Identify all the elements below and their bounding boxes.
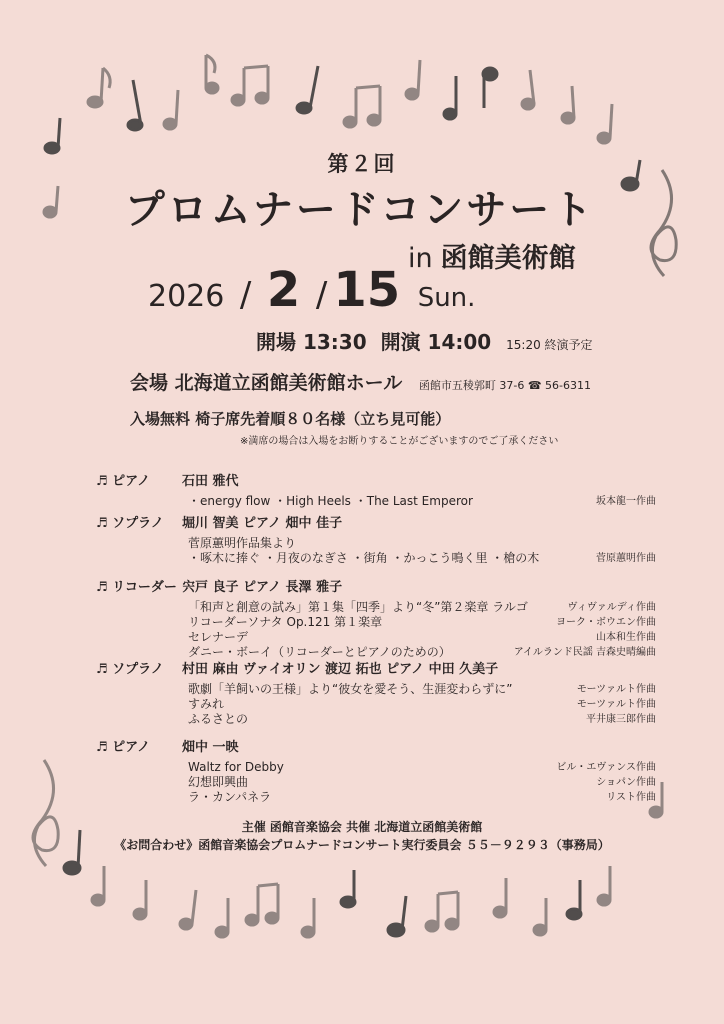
- piece-composer: モーツァルト作曲: [576, 684, 656, 695]
- performance-section: [96, 736, 656, 805]
- piece-composer: ヴィヴァルディ作曲: [567, 602, 656, 613]
- quarter-note-icon: [297, 66, 318, 113]
- performance-section: [96, 512, 656, 566]
- eighth-note-icon: [534, 898, 546, 935]
- performer-names: 畑中 一映: [182, 740, 239, 755]
- instrument-label: ♬ ソプラノ: [96, 516, 164, 531]
- doors-open-time: 開場 13:30: [256, 330, 367, 354]
- date-month: 2: [266, 262, 301, 318]
- quarter-note-icon: [567, 880, 581, 919]
- eighth-note-icon: [494, 878, 506, 917]
- venue-label: 会場 北海道立函館美術館ホール: [130, 372, 403, 394]
- piece-title: リコーダーソナタ Op.121 第１楽章: [188, 615, 383, 629]
- performer-names: 宍戸 良子 ピアノ 長澤 雅子: [182, 580, 343, 595]
- piece-composer: 山本和生作曲: [596, 632, 656, 643]
- beamed-notes-icon: [232, 66, 268, 105]
- piece-composer: ビル・エヴァンス作曲: [556, 762, 656, 773]
- piece-title: ・啄木に捧ぐ ・月夜のなぎさ ・街角 ・かっこう鳴く里 ・槍の木: [188, 551, 540, 565]
- piece-composer: モーツァルト作曲: [576, 699, 656, 710]
- eighth-note-icon: [180, 890, 196, 929]
- concert-date: [148, 262, 475, 318]
- piece-row: [96, 600, 656, 615]
- instrument-label: ♬ ピアノ: [96, 740, 151, 755]
- piece-title: Waltz for Debby: [188, 760, 284, 774]
- eighth-note-icon: [598, 866, 610, 905]
- performer-names: 石田 雅代: [182, 474, 239, 489]
- piece-title: ・energy flow ・High Heels ・The Last Emperor: [188, 494, 473, 508]
- eighth-note-icon: [522, 70, 534, 109]
- piece-row: [96, 494, 656, 509]
- venue-short-name: 函館美術館: [440, 243, 576, 274]
- quarter-note-icon: [128, 80, 142, 130]
- start-time: 開演 14:00: [380, 330, 492, 354]
- venue-address: 函館市五稜郭町 37-6 ☎ 56-6311: [418, 379, 591, 392]
- piece-title: ラ・カンパネラ: [188, 790, 272, 804]
- piece-title: 幻想即興曲: [188, 775, 249, 789]
- date-separator: /: [239, 275, 252, 315]
- performance-section: [96, 470, 656, 509]
- piece-row: [96, 682, 656, 697]
- date-year: 2026: [148, 279, 225, 314]
- performance-header: [96, 576, 656, 595]
- performance-header: [96, 512, 656, 531]
- concert-times: [256, 326, 593, 355]
- piece-row: [96, 790, 656, 805]
- piece-title: セレナーデ: [188, 630, 249, 644]
- piece-composer: ヨーク・ボウエン作曲: [556, 617, 656, 628]
- piece-title: 歌劇「羊飼いの王様」より“彼女を愛そう、生涯変わらずに”: [188, 682, 513, 696]
- instrument-label: ♬ ピアノ: [96, 474, 151, 489]
- piece-row: [96, 630, 656, 645]
- beamed-notes-icon: [246, 884, 278, 925]
- date-separator: /: [315, 275, 328, 315]
- piece-row: [96, 760, 656, 775]
- piece-title: 「和声と創意の試み」第１集「四季」より“冬”第２楽章 ラルゴ: [188, 600, 528, 614]
- piece-row: [96, 775, 656, 790]
- piece-row: [96, 551, 656, 566]
- quarter-note-icon: [388, 896, 406, 936]
- piece-row: [96, 697, 656, 712]
- performance-header: [96, 736, 656, 755]
- beamed-notes-icon: [344, 86, 380, 127]
- eighth-note-icon: [44, 186, 58, 217]
- piece-title: ダニー・ボーイ（リコーダーとピアノのための）: [188, 645, 451, 659]
- venue-info: [130, 368, 591, 395]
- organizers: 主催 函館音楽協会 共催 北海道立函館美術館: [241, 820, 483, 834]
- venue-in-label: in: [408, 243, 433, 274]
- beamed-notes-icon: [426, 892, 458, 931]
- eighth-note-icon: [406, 60, 420, 99]
- instrument-label: ♬ リコーダー: [96, 580, 177, 595]
- quarter-note-icon: [483, 68, 497, 108]
- admission-info: 入場無料 椅子席先着順８０名様（立ち見可能）: [130, 410, 451, 428]
- piece-composer: 菅原蕙明作曲: [596, 553, 656, 564]
- eighth-note-icon: [216, 898, 228, 937]
- piece-composer: アイルランド民謡 吉森史晴編曲: [513, 647, 656, 658]
- quarter-note-icon: [444, 76, 456, 119]
- performer-names: 村田 麻由 ヴァイオリン 渡辺 拓也 ピアノ 中田 久美子: [182, 662, 499, 677]
- eighth-note-icon: [134, 880, 146, 919]
- piece-row: [96, 712, 656, 727]
- piece-row: [96, 536, 656, 551]
- admission-note: ※満席の場合は入場をお断りすることがございますのでご了承ください: [240, 436, 559, 447]
- piece-composer: 平井康三郎作曲: [586, 714, 656, 725]
- performer-names: 堀川 智美 ピアノ 畑中 佳子: [182, 516, 343, 531]
- performance-header: [96, 470, 656, 489]
- performance-section: [96, 576, 656, 660]
- eighth-note-icon: [302, 898, 314, 937]
- date-day: 15: [333, 262, 401, 318]
- eighth-note-icon: [92, 866, 104, 905]
- performance-header: [96, 658, 656, 677]
- eighth-note-icon: [88, 68, 110, 107]
- piece-composer: 坂本龍一作曲: [596, 496, 656, 507]
- edition-label: 第２回: [327, 152, 397, 176]
- piece-row: [96, 615, 656, 630]
- date-weekday: Sun.: [417, 283, 476, 313]
- piece-title: すみれ: [188, 697, 225, 711]
- piece-title: ふるさとの: [188, 712, 249, 726]
- instrument-label: ♬ ソプラノ: [96, 662, 164, 677]
- contact-info: 《お問合わせ》函館音楽協会プロムナードコンサート実行委員会 ５５－９２９３（事務局）: [114, 838, 610, 852]
- end-time: 15:20 終演予定: [506, 338, 593, 352]
- eighth-note-icon: [598, 104, 612, 143]
- eighth-note-icon: [562, 86, 574, 123]
- concert-title: プロムナードコンサート: [124, 187, 596, 233]
- piece-composer: ショパン作曲: [596, 777, 656, 788]
- piece-title: 菅原蕙明作品集より: [188, 536, 297, 550]
- eighth-note-icon: [206, 55, 218, 93]
- quarter-note-icon: [341, 870, 355, 907]
- performance-section: [96, 658, 656, 727]
- eighth-note-icon: [164, 90, 178, 129]
- piece-composer: リスト作曲: [606, 792, 656, 803]
